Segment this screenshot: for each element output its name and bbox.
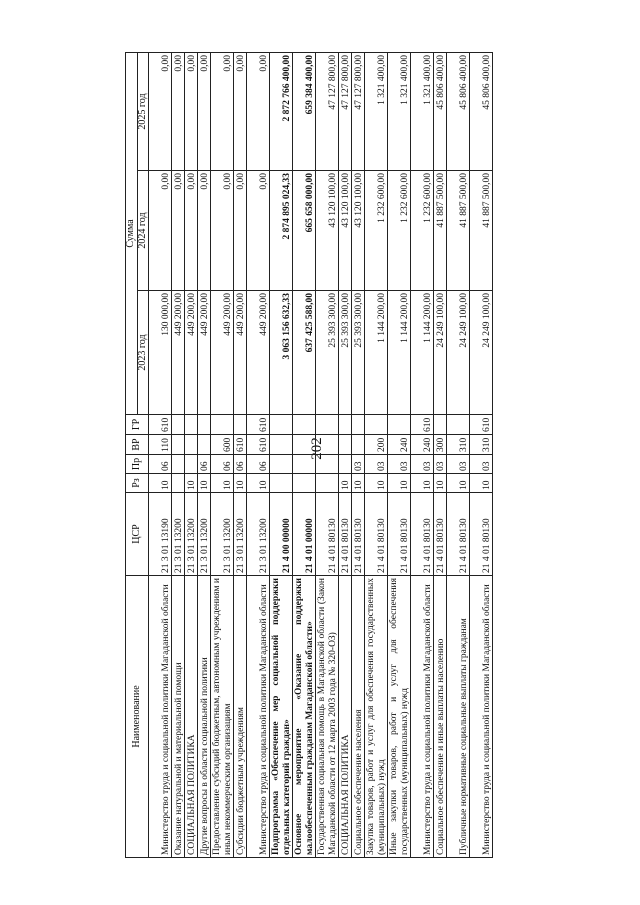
cell-vr — [352, 435, 365, 455]
cell-2023: 25 393 300,00 — [339, 291, 352, 415]
cell-gr — [339, 415, 352, 435]
cell-2023: 25 393 300,00 — [316, 291, 339, 415]
cell-gr — [198, 415, 211, 435]
cell-rz: 10 — [352, 474, 365, 493]
cell-2025: 0,00 — [185, 53, 198, 171]
cell-name: СОЦИАЛЬНАЯ ПОЛИТИКА — [185, 576, 198, 858]
cell-rz — [293, 474, 316, 493]
cell-2024: 0,00 — [198, 171, 211, 291]
cell-2025: 2 872 766 400,00 — [270, 53, 293, 171]
cell-vr: 200 — [365, 435, 388, 455]
table-row — [172, 53, 185, 858]
rotated-table-container — [125, 53, 583, 858]
table-row — [185, 53, 198, 858]
header-pr: Пр — [126, 455, 149, 474]
cell-pr — [270, 455, 293, 474]
cell-vr: 240 — [411, 435, 434, 455]
header-2025: 2025 год — [137, 53, 149, 171]
cell-2024: 0,00 — [234, 171, 247, 291]
cell-name: Предоставление субсидий бюджетным, автономным учреждениям и иным некоммерческим организациям — [211, 576, 234, 858]
cell-name: Министерство труда и социальной политики Магаданской области — [149, 576, 172, 858]
cell-2023: 1 144 200,00 — [388, 291, 411, 415]
cell-pr: 03 — [434, 455, 447, 474]
cell-rz — [270, 474, 293, 493]
cell-gr — [270, 415, 293, 435]
cell-gr — [447, 415, 470, 435]
cell-pr: 03 — [470, 455, 493, 474]
cell-csr: 21 3 01 13200 — [185, 493, 198, 576]
cell-rz: 10 — [434, 474, 447, 493]
table-row — [211, 53, 234, 858]
cell-2025: 47 127 800,00 — [352, 53, 365, 171]
cell-rz — [316, 474, 339, 493]
table-row — [149, 53, 172, 858]
cell-name: Иные закупки товаров, работ и услуг для обеспечения государственных (муниципальных) нужд — [388, 576, 411, 858]
cell-2025: 47 127 800,00 — [339, 53, 352, 171]
cell-gr — [185, 415, 198, 435]
cell-2023: 637 425 588,00 — [293, 291, 316, 415]
cell-gr — [293, 415, 316, 435]
cell-2024: 665 658 000,00 — [293, 171, 316, 291]
cell-2025: 45 806 400,00 — [470, 53, 493, 171]
cell-name: Публичные нормативные социальные выплаты гражданам — [447, 576, 470, 858]
cell-2023: 24 249 100,00 — [470, 291, 493, 415]
header-vr: ВР — [126, 435, 149, 455]
cell-vr — [172, 435, 185, 455]
cell-rz: 10 — [211, 474, 234, 493]
cell-vr — [270, 435, 293, 455]
table-row — [316, 53, 339, 858]
cell-csr: 21 4 01 80130 — [365, 493, 388, 576]
cell-2023: 130 000,00 — [149, 291, 172, 415]
cell-2024: 0,00 — [211, 171, 234, 291]
header-2023: 2023 год — [137, 291, 149, 415]
cell-name: Министерство труда и социальной политики Магаданской области — [411, 576, 434, 858]
table-row — [447, 53, 470, 858]
page-number: 202 — [308, 437, 325, 460]
cell-2025: 47 127 800,00 — [316, 53, 339, 171]
cell-2024: 43 120 100,00 — [316, 171, 339, 291]
cell-2025: 1 321 400,00 — [388, 53, 411, 171]
cell-csr: 21 4 01 80130 — [316, 493, 339, 576]
cell-csr: 21 3 01 13190 — [149, 493, 172, 576]
cell-csr: 21 4 01 80130 — [470, 493, 493, 576]
table-header — [126, 53, 149, 858]
cell-2023: 449 200,00 — [211, 291, 234, 415]
cell-2024: 2 874 895 024,33 — [270, 171, 293, 291]
cell-2024: 1 232 600,00 — [411, 171, 434, 291]
cell-rz: 10 — [247, 474, 270, 493]
cell-vr: 600 — [211, 435, 234, 455]
cell-2024: 0,00 — [149, 171, 172, 291]
cell-gr — [365, 415, 388, 435]
cell-csr: 21 4 01 80130 — [388, 493, 411, 576]
cell-gr — [234, 415, 247, 435]
cell-pr — [316, 455, 339, 474]
cell-vr: 300 — [434, 435, 447, 455]
cell-pr — [339, 455, 352, 474]
table-row — [339, 53, 352, 858]
cell-name: Министерство труда и социальной политики Магаданской области — [247, 576, 270, 858]
header-2024: 2024 год — [137, 171, 149, 291]
cell-name: Государственная социальная помощь в Магаданской области (Закон Магаданской области от 12 марта 2003 года № 320-ОЗ) — [316, 576, 339, 858]
cell-2023: 449 200,00 — [247, 291, 270, 415]
cell-pr: 06 — [234, 455, 247, 474]
table-row — [247, 53, 270, 858]
cell-gr — [211, 415, 234, 435]
cell-2025: 659 384 400,00 — [293, 53, 316, 171]
cell-vr: 310 — [447, 435, 470, 455]
cell-2025: 0,00 — [172, 53, 185, 171]
cell-pr: 03 — [447, 455, 470, 474]
cell-vr: 610 — [247, 435, 270, 455]
table-row — [470, 53, 493, 858]
cell-csr: 21 4 01 00000 — [293, 493, 316, 576]
header-csr: ЦСР — [126, 493, 149, 576]
cell-csr: 21 3 01 13200 — [234, 493, 247, 576]
cell-name: Оказание натуральной и материальной помощи — [172, 576, 185, 858]
table-row — [365, 53, 388, 858]
cell-2025: 0,00 — [234, 53, 247, 171]
cell-rz — [172, 474, 185, 493]
cell-2024: 0,00 — [185, 171, 198, 291]
cell-gr: 610 — [411, 415, 434, 435]
cell-vr — [293, 435, 316, 455]
table-row — [388, 53, 411, 858]
cell-2024: 43 120 100,00 — [339, 171, 352, 291]
cell-2023: 1 144 200,00 — [411, 291, 434, 415]
cell-2025: 0,00 — [198, 53, 211, 171]
cell-vr: 240 — [388, 435, 411, 455]
cell-rz: 10 — [149, 474, 172, 493]
cell-rz: 10 — [365, 474, 388, 493]
header-gr: ГР — [126, 415, 149, 435]
cell-pr: 06 — [198, 455, 211, 474]
cell-csr: 21 4 00 00000 — [270, 493, 293, 576]
header-sum: Сумма — [126, 53, 138, 415]
cell-2024: 41 887 500,00 — [447, 171, 470, 291]
cell-pr — [185, 455, 198, 474]
cell-gr — [316, 415, 339, 435]
cell-name: Субсидии бюджетным учреждениям — [234, 576, 247, 858]
cell-vr — [316, 435, 339, 455]
cell-name: Социальное обеспечение и иные выплаты населению — [434, 576, 447, 858]
table-row — [411, 53, 434, 858]
cell-pr — [293, 455, 316, 474]
cell-csr: 21 3 01 13200 — [211, 493, 234, 576]
cell-vr — [185, 435, 198, 455]
cell-rz: 10 — [388, 474, 411, 493]
cell-2023: 25 393 300,00 — [352, 291, 365, 415]
cell-2025: 1 321 400,00 — [365, 53, 388, 171]
cell-2025: 0,00 — [149, 53, 172, 171]
cell-csr: 21 4 01 80130 — [447, 493, 470, 576]
cell-pr: 03 — [365, 455, 388, 474]
cell-vr: 310 — [470, 435, 493, 455]
cell-vr — [198, 435, 211, 455]
table-row — [198, 53, 211, 858]
cell-2023: 449 200,00 — [185, 291, 198, 415]
cell-gr: 610 — [470, 415, 493, 435]
cell-rz: 10 — [185, 474, 198, 493]
cell-rz: 10 — [447, 474, 470, 493]
table-row — [270, 53, 293, 858]
cell-gr: 610 — [149, 415, 172, 435]
cell-rz: 10 — [198, 474, 211, 493]
table-row — [434, 53, 447, 858]
cell-2024: 0,00 — [247, 171, 270, 291]
cell-gr — [434, 415, 447, 435]
budget-table — [125, 52, 493, 858]
cell-pr: 03 — [388, 455, 411, 474]
table-row — [234, 53, 247, 858]
cell-name: СОЦИАЛЬНАЯ ПОЛИТИКА — [339, 576, 352, 858]
cell-pr — [172, 455, 185, 474]
cell-vr — [339, 435, 352, 455]
cell-2025: 45 806 400,00 — [434, 53, 447, 171]
table-body — [149, 53, 493, 858]
cell-2023: 449 200,00 — [234, 291, 247, 415]
cell-name: Социальное обеспечение населения — [352, 576, 365, 858]
cell-vr: 610 — [234, 435, 247, 455]
cell-csr: 21 3 01 13200 — [198, 493, 211, 576]
cell-2025: 1 321 400,00 — [411, 53, 434, 171]
cell-2024: 43 120 100,00 — [352, 171, 365, 291]
cell-csr: 21 4 01 80130 — [352, 493, 365, 576]
header-name: Наименование — [126, 576, 149, 858]
cell-2025: 45 806 400,00 — [447, 53, 470, 171]
cell-gr — [172, 415, 185, 435]
cell-name: Другие вопросы в области социальной политики — [198, 576, 211, 858]
cell-2024: 41 887 500,00 — [434, 171, 447, 291]
cell-csr: 21 3 01 13200 — [172, 493, 185, 576]
cell-2023: 449 200,00 — [172, 291, 185, 415]
cell-rz: 10 — [339, 474, 352, 493]
cell-pr: 06 — [149, 455, 172, 474]
cell-name: Основное мероприятие «Оказание поддержки малообеспеченным гражданам Магаданской области» — [293, 576, 316, 858]
cell-2024: 1 232 600,00 — [365, 171, 388, 291]
cell-csr: 21 4 01 80130 — [411, 493, 434, 576]
cell-2023: 1 144 200,00 — [365, 291, 388, 415]
cell-rz: 10 — [470, 474, 493, 493]
cell-2023: 24 249 100,00 — [447, 291, 470, 415]
cell-pr: 06 — [211, 455, 234, 474]
cell-rz: 10 — [234, 474, 247, 493]
cell-2024: 1 232 600,00 — [388, 171, 411, 291]
cell-rz: 10 — [411, 474, 434, 493]
cell-2024: 41 887 500,00 — [470, 171, 493, 291]
table-row — [293, 53, 316, 858]
cell-name: Закупка товаров, работ и услуг для обеспечения государственных (муниципальных) нужд — [365, 576, 388, 858]
cell-name: Министерство труда и социальной политики Магаданской области — [470, 576, 493, 858]
header-rz: Рз — [126, 474, 149, 493]
cell-gr: 610 — [247, 415, 270, 435]
cell-2023: 449 200,00 — [198, 291, 211, 415]
cell-2025: 0,00 — [211, 53, 234, 171]
cell-vr: 110 — [149, 435, 172, 455]
cell-2025: 0,00 — [247, 53, 270, 171]
cell-name: Подпрограмма «Обеспечение мер социальной поддержки отдельных категорий граждан» — [270, 576, 293, 858]
cell-pr: 03 — [411, 455, 434, 474]
cell-pr: 03 — [352, 455, 365, 474]
cell-gr — [388, 415, 411, 435]
cell-pr: 06 — [247, 455, 270, 474]
cell-2023: 24 249 100,00 — [434, 291, 447, 415]
cell-csr: 21 4 01 80130 — [434, 493, 447, 576]
table-row — [352, 53, 365, 858]
cell-2024: 0,00 — [172, 171, 185, 291]
cell-gr — [352, 415, 365, 435]
cell-csr: 21 3 01 13200 — [247, 493, 270, 576]
cell-csr: 21 4 01 80130 — [339, 493, 352, 576]
cell-2023: 3 063 156 632,33 — [270, 291, 293, 415]
